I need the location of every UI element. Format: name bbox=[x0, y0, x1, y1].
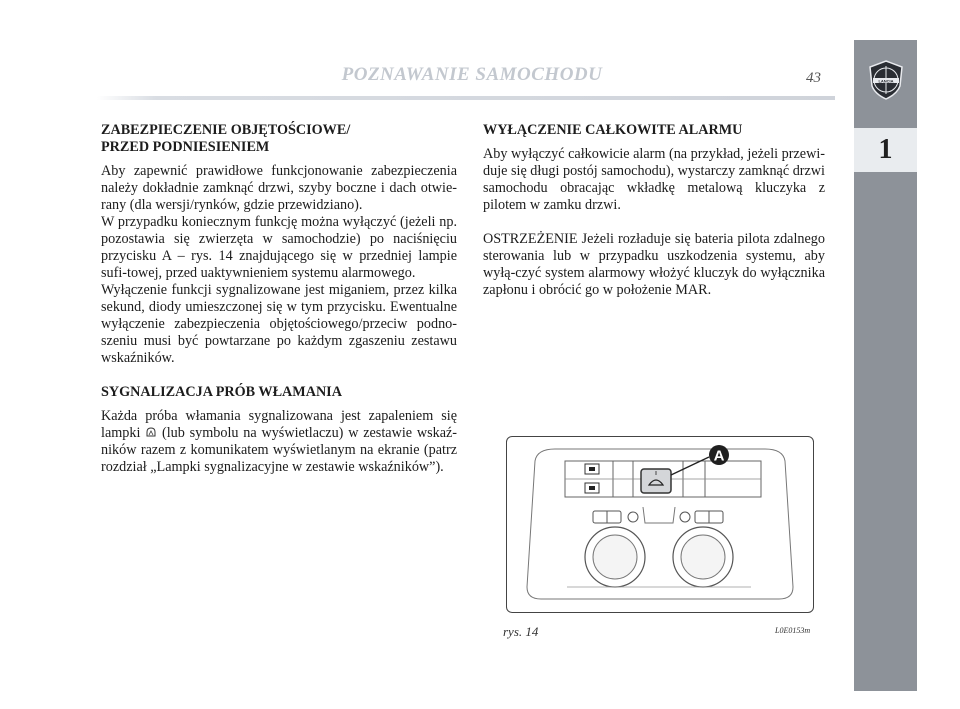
section-title: POZNAWANIE SAMOCHODU bbox=[341, 64, 603, 85]
heading-line-2: PRZED PODNIESIENIEM bbox=[101, 139, 270, 155]
heading-line-1: ZABEZPIECZENIE OBJĘTOŚCIOWE/ bbox=[101, 122, 351, 138]
alarm-lamp-icon bbox=[145, 426, 157, 438]
heading-break-in-signalling: SYGNALIZACJA PRÓB WŁAMANIA bbox=[101, 384, 342, 400]
para-text: (lub symbolu na wyświetlaczu) w zestawie wskaź-ników razem z komunikatem wyświetlanym na ekranie (patrz rozdział „Lampki sygnalizacyjne w zestawie wskaźników”). bbox=[101, 425, 458, 475]
logo-lettering: LANCIA bbox=[878, 78, 894, 84]
figure-ceiling-lamp bbox=[506, 436, 814, 613]
header-rule bbox=[97, 96, 835, 100]
left-column bbox=[101, 122, 457, 476]
paragraph: Wyłączenie funkcji sygnalizowane jest miganiem, przez kilka sekund, diody umieszczonej się w tym przycisku. Ewentualne wyłączenie zabezpieczenia objętościowego/przeciw podno-szeniu musi być powtarzane po każdym zgaszeniu zestawu wskaźników. bbox=[101, 282, 457, 366]
paragraph-warning bbox=[483, 231, 825, 299]
right-column bbox=[483, 122, 825, 299]
page-number: 43 bbox=[806, 70, 821, 86]
warning-label: OSTRZEŻENIE bbox=[483, 231, 578, 247]
ceiling-lamp-illustration bbox=[507, 437, 813, 612]
paragraph: Aby wyłączyć całkowicie alarm (na przykład, jeżeli przewi-duje się długi postój samochodu), wystarczy zamknąć drzwi samochodu obracając wkładkę metalową kluczyka z pilotem w zamku drzwi. bbox=[483, 146, 825, 213]
lancia-logo-icon bbox=[867, 60, 905, 100]
para-text: Każda próba włamania sygnalizowana jest zapaleniem się lampki bbox=[101, 408, 457, 441]
chapter-number: 1 bbox=[854, 128, 917, 172]
paragraph bbox=[101, 408, 457, 476]
figure-caption: rys. 14 bbox=[503, 624, 539, 639]
callout-label: A bbox=[713, 447, 725, 465]
paragraph: W przypadku koniecznym funkcję można wyłączyć (jeżeli np. pozostawia się zwierzęta w samochodzie) po naciśnięciu przycisku A – rys. 14 znajdującego się w przedniej lampie sufi-towej, przed uaktywnieniem systemu alarmowego. bbox=[101, 214, 457, 281]
warning-text: Jeżeli rozładuje się bateria pilota zdalnego sterowania lub w przypadku uszkodzenia systemu, aby wyłą-czyć system alarmowy włożyć kluczyk do wyłącznika zapłonu i obrócić go w położenie MAR. bbox=[483, 231, 825, 298]
paragraph: Aby zapewnić prawidłowe funkcjonowanie zabezpieczenia należy dokładnie zamknąć drzwi, szyby boczne i dach otwie-rany (dla wersji/rynków, gdzie przewidziano). bbox=[101, 163, 457, 213]
heading-alarm-full-disable: WYŁĄCZENIE CAŁKOWITE ALARMU bbox=[483, 122, 743, 138]
figure-code: L0E0153m bbox=[775, 626, 811, 635]
heading-volumetric-protection bbox=[101, 122, 457, 156]
